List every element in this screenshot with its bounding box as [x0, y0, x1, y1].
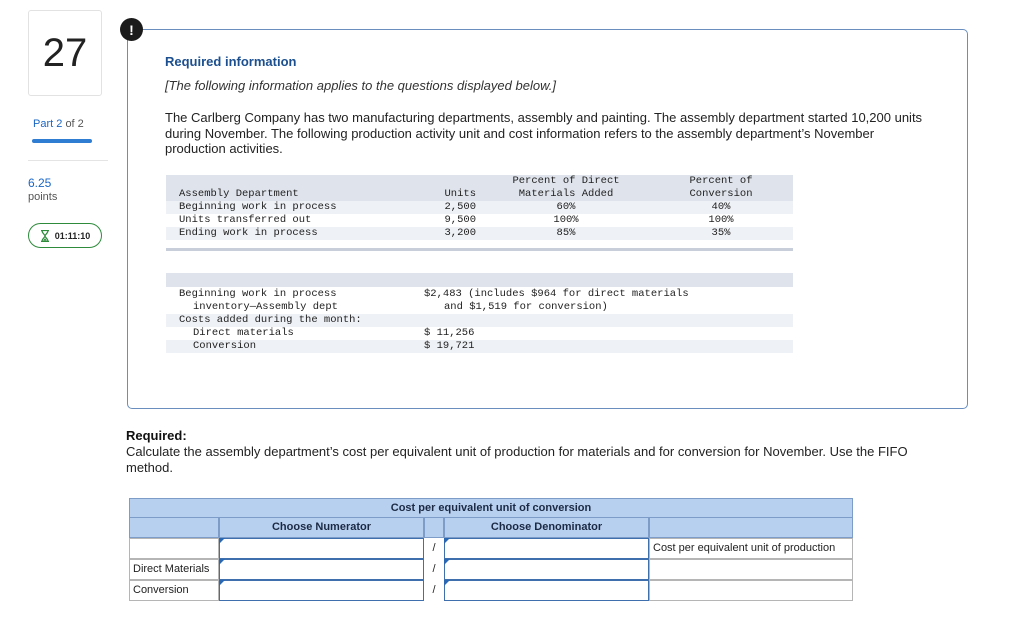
direct-materials-row-label: Direct Materials: [129, 559, 219, 580]
row-label: Units transferred out: [179, 214, 312, 226]
question-number: 27: [42, 30, 88, 75]
production-activity-table: [166, 175, 793, 251]
direct-materials-value: $ 11,256: [424, 327, 475, 339]
divider-symbol: /: [432, 542, 436, 554]
numerator-header: Choose Numerator: [219, 518, 424, 538]
header-conversion-1: Percent of: [689, 175, 753, 187]
row-materials: 100%: [553, 214, 579, 226]
problem-paragraph: The Carlberg Company has two manufacturing departments, assembly and painting. The assembly department started 10,200 units during November. The following production activity unit and cost information refers to the assembly department’s November production activities.: [165, 110, 923, 156]
conversion-row-label: Conversion: [129, 580, 219, 601]
cost-information-table: [166, 273, 793, 361]
header-department: Assembly Department: [179, 188, 299, 200]
conversion-label: Conversion: [193, 340, 257, 352]
part-progress-bar: [32, 139, 92, 143]
direct-materials-label: Direct materials: [193, 327, 294, 339]
timer[interactable]: [28, 223, 102, 248]
required-text: Calculate the assembly department’s cost per equivalent unit of production for materials and for conversion for November. Use the FIFO method.: [126, 444, 908, 475]
blank-label-cell: [129, 538, 219, 559]
header-units: Units: [444, 188, 476, 200]
required-information-heading: Required information: [165, 54, 297, 69]
table-header-bg: [166, 273, 793, 287]
hourglass-icon: [40, 230, 50, 242]
divider-symbol: /: [432, 584, 436, 596]
row-units: 2,500: [444, 201, 476, 213]
answer-table-title: Cost per equivalent unit of conversion: [129, 498, 853, 518]
row-materials: 60%: [556, 201, 576, 213]
header-blank: [129, 518, 219, 538]
row-materials: 85%: [556, 227, 576, 239]
direct-materials-numerator-input[interactable]: [219, 559, 424, 580]
header-conversion-2: Conversion: [689, 188, 753, 200]
conversion-denominator-input[interactable]: [444, 580, 649, 601]
table-bottom-rule: [166, 248, 793, 251]
row-label: Beginning work in process: [179, 201, 337, 213]
conversion-value: $ 19,721: [424, 340, 475, 352]
table-row-bg: [166, 340, 793, 353]
divider-symbol: /: [432, 563, 436, 575]
header-result-blank: [649, 518, 853, 538]
result-header-cell: Cost per equivalent unit of production: [649, 538, 853, 559]
part-of: of 2: [65, 118, 84, 130]
header-materials-2: Materials Added: [518, 188, 614, 200]
alert-icon: !: [120, 18, 143, 41]
conversion-result: [649, 580, 853, 601]
required-information-panel: [127, 29, 968, 409]
direct-materials-denominator-input[interactable]: [444, 559, 649, 580]
denominator-header: Choose Denominator: [444, 518, 649, 538]
part-current: 2: [56, 118, 63, 130]
bwip-label-2: inventory—Assembly dept: [193, 301, 338, 313]
denominator-input[interactable]: [444, 538, 649, 559]
points-label: points: [28, 191, 58, 203]
applies-note: [The following information applies to the questions displayed below.]: [165, 78, 556, 93]
header-materials-1: Percent of Direct: [512, 175, 620, 187]
bwip-value-2: and $1,519 for conversion): [444, 301, 608, 313]
part-indicator: [33, 118, 84, 130]
required-heading: Required:: [126, 428, 187, 443]
question-number-box: [28, 10, 102, 96]
conversion-numerator-input[interactable]: [219, 580, 424, 601]
bwip-label-1: Beginning work in process: [179, 288, 337, 300]
row-conversion: 35%: [711, 227, 731, 239]
sidebar-divider: [28, 160, 108, 161]
answer-table: [129, 498, 853, 602]
row-conversion: 100%: [708, 214, 734, 226]
numerator-input[interactable]: [219, 538, 424, 559]
bwip-value-1: $2,483 (includes $964 for direct materials: [424, 288, 689, 300]
row-label: Ending work in process: [179, 227, 318, 239]
header-divider-blank: [424, 518, 444, 538]
timer-value: 01:11:10: [54, 230, 91, 241]
row-units: 3,200: [444, 227, 476, 239]
direct-materials-result: [649, 559, 853, 580]
row-units: 9,500: [444, 214, 476, 226]
points-value: 6.25: [28, 176, 52, 190]
row-conversion: 40%: [711, 201, 731, 213]
costs-added-label: Costs added during the month:: [179, 314, 362, 326]
part-label: Part: [33, 118, 54, 130]
